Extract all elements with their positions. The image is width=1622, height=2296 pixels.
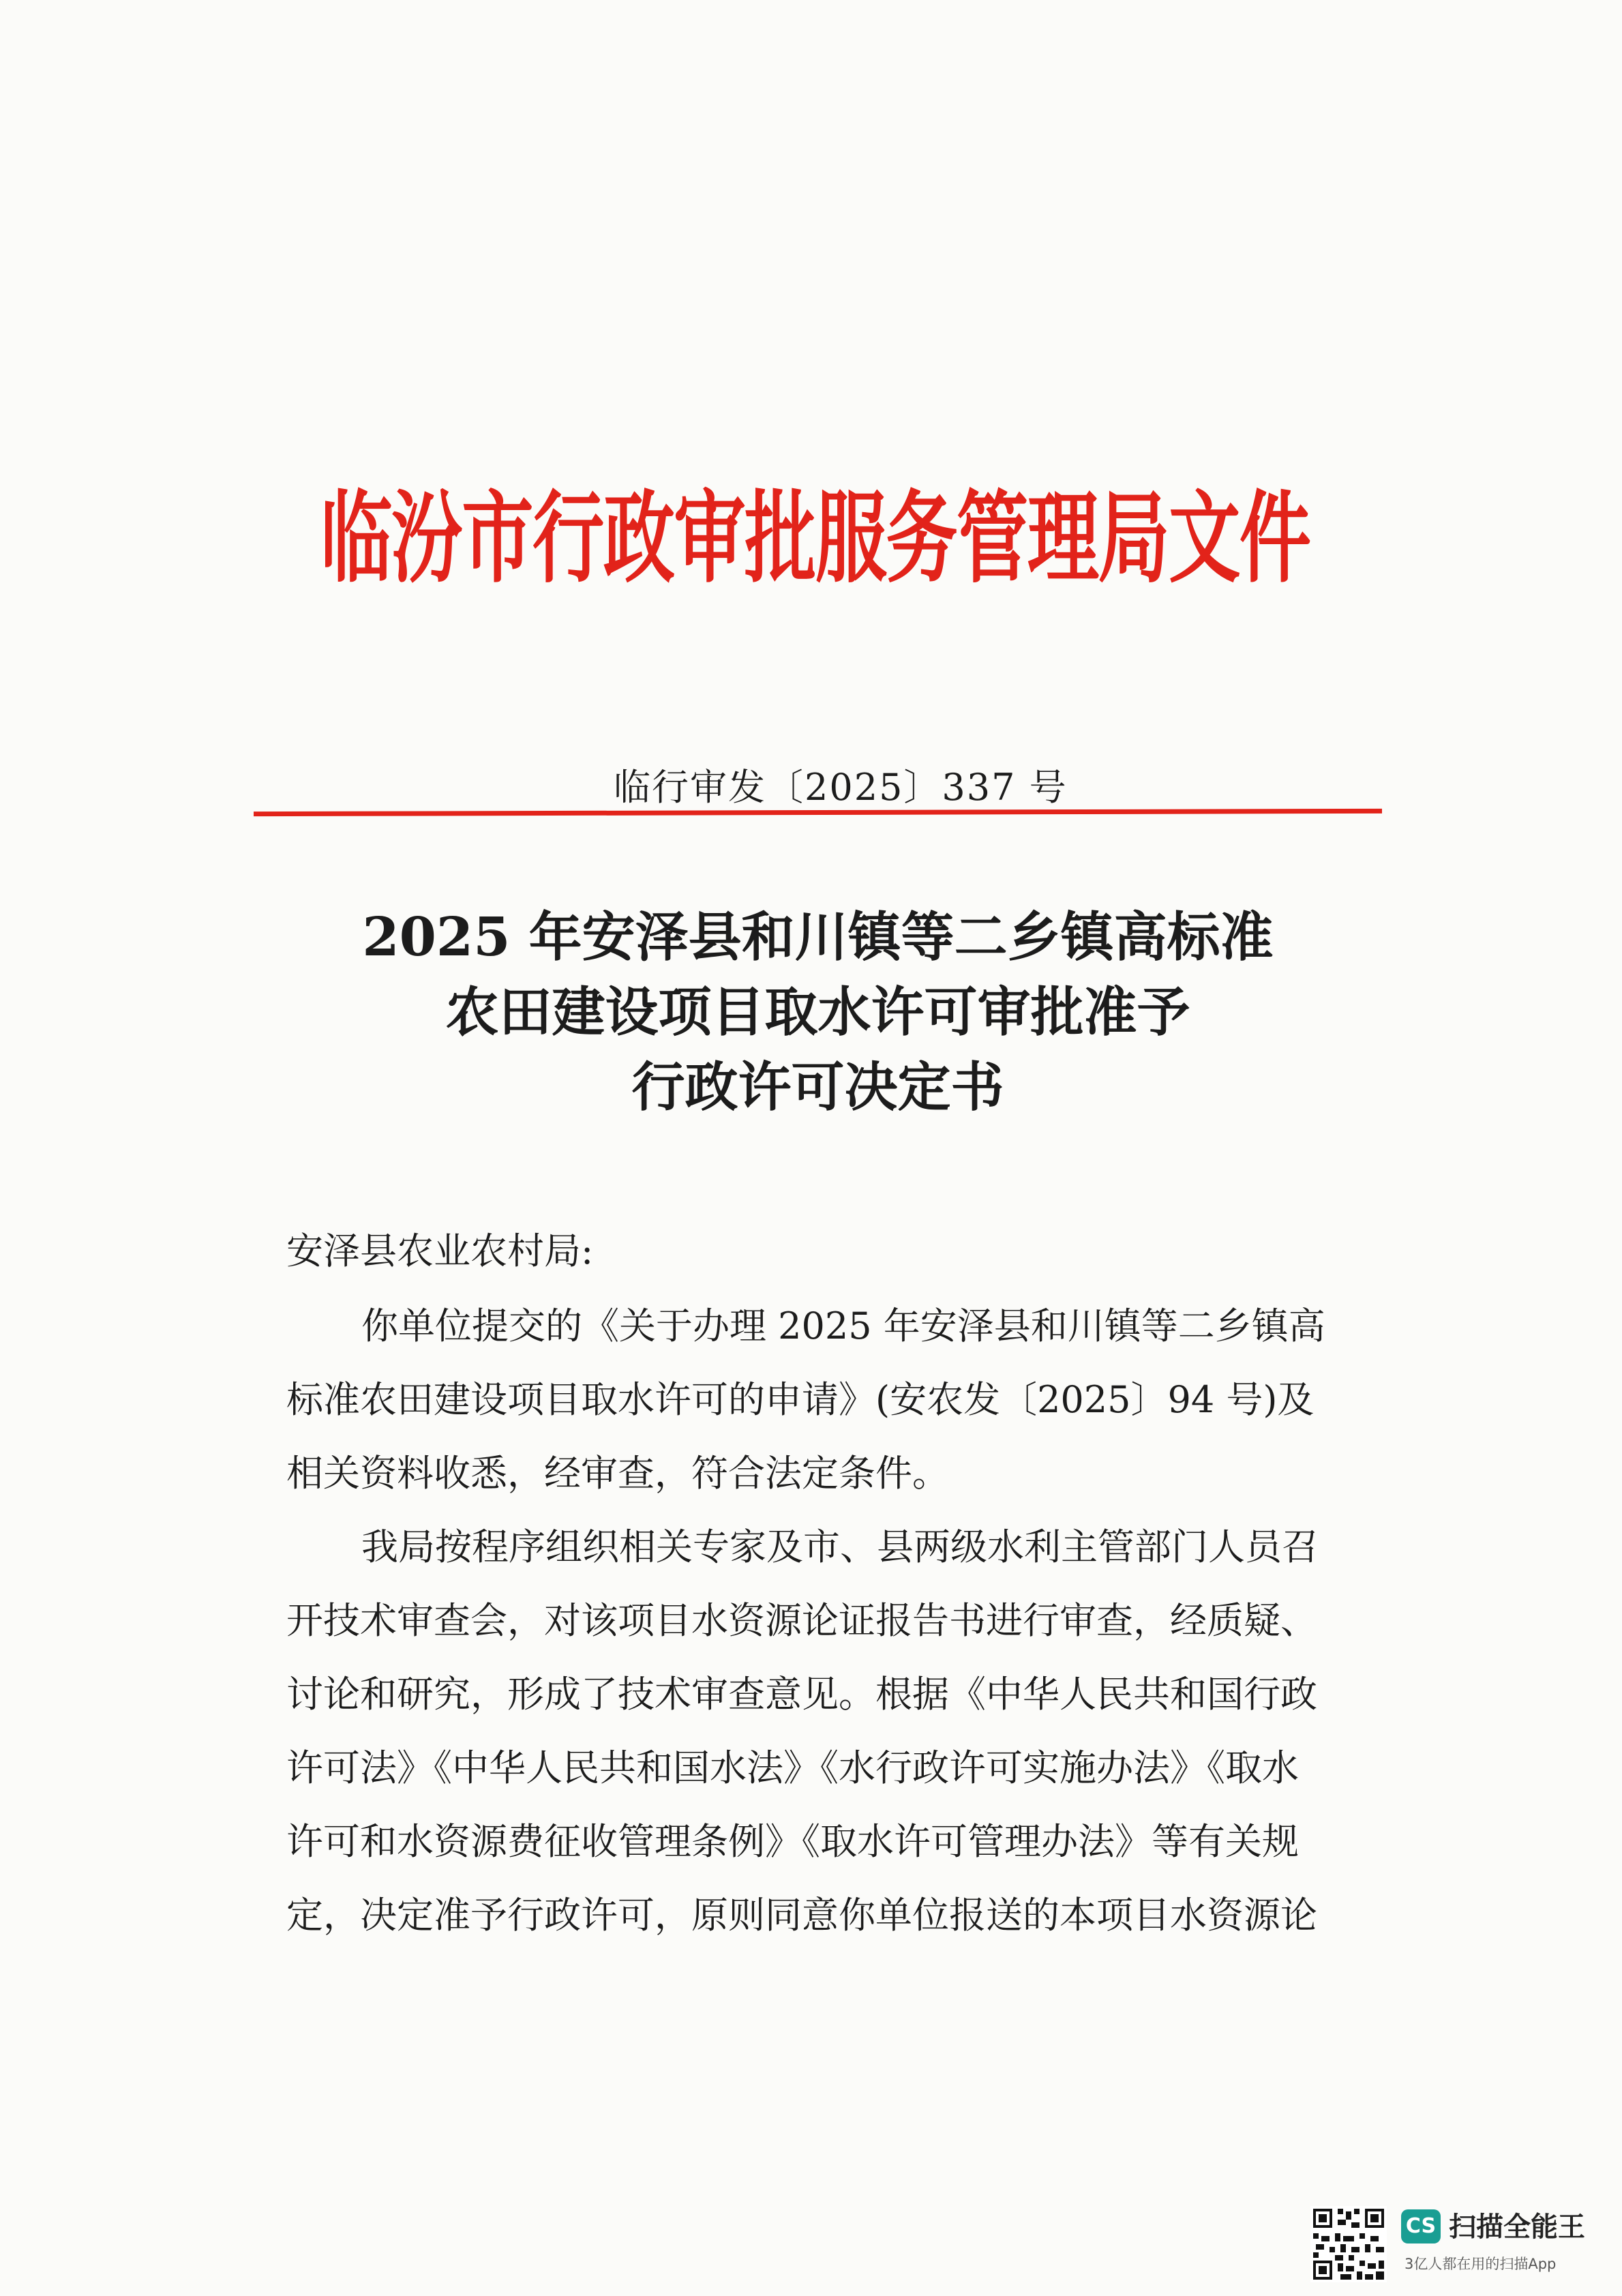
document-title [254, 900, 1382, 1125]
red-divider-line [254, 809, 1382, 816]
body-line: 相关资料收悉，经审查，符合法定条件。 [286, 1452, 949, 1495]
title-line: 农田建设项目取水许可审批准予 [445, 981, 1190, 1043]
body-line: 标准农田建设项目取水许可的申请》(安农发〔2025〕94 号)及 [286, 1378, 1315, 1421]
scanner-app-tagline: 3亿人都在用的扫描App [1405, 2256, 1557, 2272]
title-line: 2025 年安泽县和川镇等二乡镇高标准 [362, 906, 1274, 968]
body-line: 开技术审查会，对该项目水资源论证报告书进行审查，经质疑、 [286, 1599, 1317, 1642]
body-line: 许可和水资源费征收管理条例》《取水许可管理办法》等有关规 [286, 1820, 1299, 1863]
body-line: 定，决定准予行政许可，原则同意你单位报送的本项目水资源论 [286, 1894, 1317, 1937]
body-line: 你单位提交的《关于办理 2025 年安泽县和川镇等二乡镇高 [361, 1304, 1325, 1347]
document-number: 临行审发〔2025〕337 号 [614, 766, 1068, 809]
body-line: 讨论和研究，形成了技术审查意见。根据《中华人民共和国行政 [286, 1673, 1317, 1716]
title-line: 行政许可决定书 [631, 1056, 1004, 1118]
scanner-app-logo: CS [1401, 2209, 1441, 2243]
body-line: 许可法》《中华人民共和国水法》《水行政许可实施办法》《取水 [286, 1746, 1299, 1789]
scanner-app-name: 扫描全能王 [1449, 2211, 1585, 2243]
issuer-header: 临汾市行政审批服务管理局文件 [320, 481, 1310, 597]
body-line: 我局按程序组织相关专家及市、县两级水利主管部门人员召 [361, 1525, 1319, 1568]
salutation: 安泽县农业农村局: [286, 1229, 594, 1272]
qr-code-icon [1310, 2206, 1387, 2282]
